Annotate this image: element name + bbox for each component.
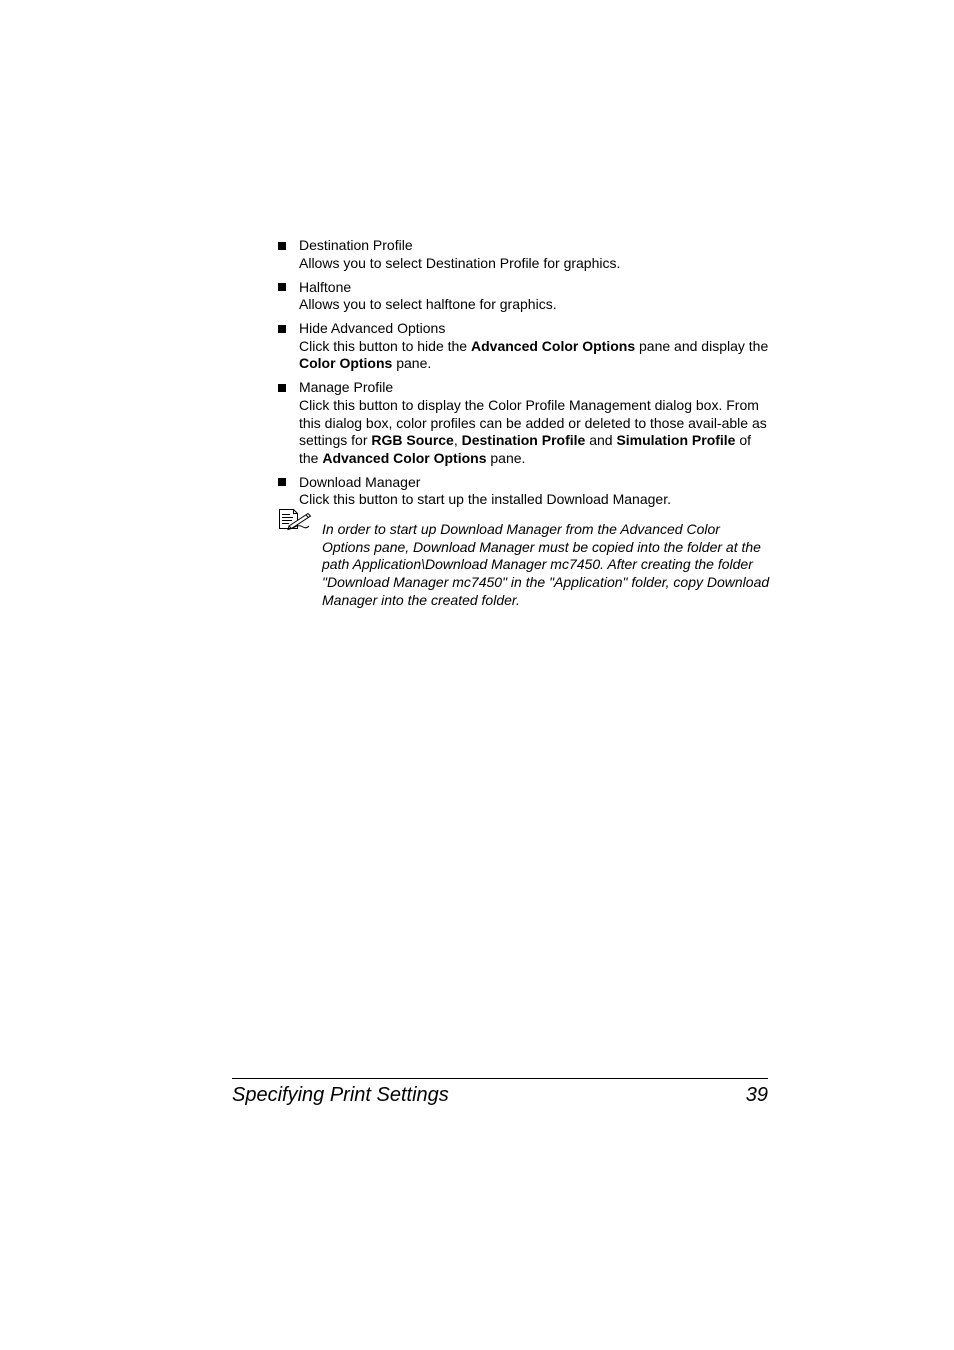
item-title: Download Manager bbox=[299, 473, 421, 490]
description-text: pane. bbox=[486, 449, 526, 466]
emphasized-term: Advanced Color Options bbox=[322, 449, 487, 466]
description-text: Click this button to display the Color Profile Management dialog box. From this dialog box, color profiles can be added or deleted to those avail-able as settings for bbox=[299, 396, 767, 449]
item-description bbox=[299, 338, 772, 373]
emphasized-term: RGB Source bbox=[371, 432, 454, 449]
list-item bbox=[277, 237, 772, 272]
item-description bbox=[299, 397, 772, 467]
description-text: of the bbox=[299, 432, 752, 466]
item-title: Hide Advanced Options bbox=[299, 320, 446, 337]
emphasized-term: Destination Profile bbox=[461, 432, 586, 449]
footer-section-title: Specifying Print Settings bbox=[232, 1084, 449, 1106]
list-item bbox=[277, 379, 772, 467]
description-text: pane and display the bbox=[635, 337, 769, 354]
main-content bbox=[277, 237, 772, 609]
description-text: , bbox=[453, 432, 462, 449]
page-footer bbox=[232, 1078, 768, 1107]
square-bullet-icon bbox=[278, 478, 286, 486]
list-item bbox=[277, 320, 772, 373]
emphasized-term: Advanced Color Options bbox=[471, 337, 636, 354]
emphasized-term: Color Options bbox=[299, 355, 393, 372]
item-description bbox=[299, 255, 772, 273]
square-bullet-icon bbox=[278, 283, 286, 291]
list-item bbox=[277, 279, 772, 314]
square-bullet-icon bbox=[278, 384, 286, 392]
description-text: and bbox=[585, 432, 617, 449]
note-text: In order to start up Download Manager from the Advanced Color Options pane, Download Manager must be copied into the folder at the path Application\Download Manager mc7450. After creating the folder "Download Manager mc7450" in the "Application" folder, copy Download Manager into the created folder. bbox=[322, 520, 770, 608]
square-bullet-icon bbox=[278, 242, 286, 250]
note-pencil-icon bbox=[277, 507, 313, 531]
description-text: Click this button to hide the bbox=[299, 337, 471, 354]
item-title: Halftone bbox=[299, 278, 352, 295]
description-text: Click this button to start up the installed Download Manager. bbox=[299, 491, 671, 508]
emphasized-term: Simulation Profile bbox=[616, 432, 736, 449]
list-item bbox=[277, 474, 772, 509]
item-title: Destination Profile bbox=[299, 237, 413, 253]
page-number: 39 bbox=[745, 1084, 768, 1106]
description-text: pane. bbox=[392, 355, 432, 372]
square-bullet-icon bbox=[278, 325, 286, 333]
description-text: Allows you to select Destination Profile for graphics. bbox=[299, 254, 621, 271]
item-description bbox=[299, 296, 772, 314]
description-text: Allows you to select halftone for graphics. bbox=[299, 296, 557, 313]
item-description bbox=[299, 491, 772, 509]
note-block bbox=[277, 521, 772, 610]
item-title: Manage Profile bbox=[299, 379, 394, 396]
option-list bbox=[277, 237, 772, 509]
